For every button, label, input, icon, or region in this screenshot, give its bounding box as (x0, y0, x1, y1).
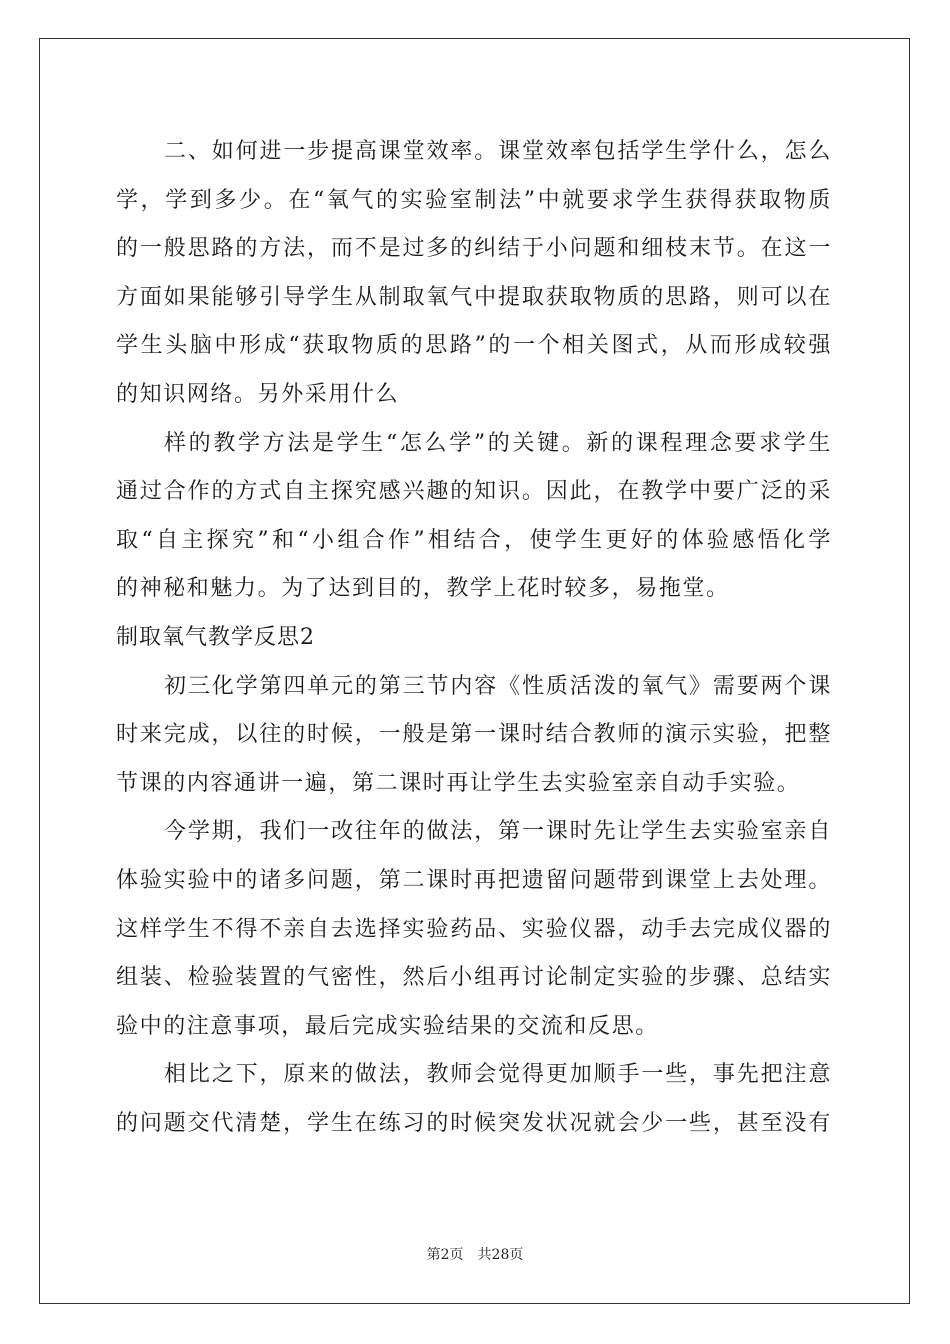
text-line: 验中的注意事项，最后完成实验结果的交流和反思。 (116, 1013, 659, 1039)
text-line: 节课的内容通讲一遍，第二课时再让学生去实验室亲自动手实验。 (116, 770, 801, 796)
text-line: 这样学生不得不亲自去选择实验药品、实验仪器，动手去完成仪器的 (116, 916, 832, 942)
text-line: 学生头脑中形成“获取物质的思路”的一个相关图式，从而形成较强 (116, 333, 832, 359)
text-line: 时来完成，以往的时候，一般是第一课时结合教师的演示实验，把整 (116, 722, 832, 748)
page-number: 第2页 共28页 (426, 1247, 524, 1263)
text-line: 相比之下，原来的做法，教师会觉得更加顺手一些，事先把注意 (164, 1062, 832, 1088)
text-line: 方面如果能够引导学生从制取氧气中提取获取物质的思路，则可以在 (116, 284, 832, 310)
text-line: 组装、检验装置的气密性，然后小组再讨论制定实验的步骤、总结实 (116, 965, 832, 991)
text-line: 初三化学第四单元的第三节内容《性质活泼的氧气》需要两个课 (164, 673, 832, 699)
text-line: 的知识网络。另外采用什么 (116, 381, 400, 407)
text-line: 的神秘和魅力。为了达到目的，教学上花时较多，易拖堂。 (116, 576, 730, 602)
text-line: 体验实验中的诸多问题，第二课时再把遗留问题带到课堂上去处理。 (116, 867, 832, 893)
text-line: 样的教学方法是学生“怎么学”的关键。新的课程理念要求学生 (164, 430, 832, 456)
document-body (116, 128, 832, 1148)
section-heading: 制取氧气教学反思2 (116, 624, 315, 650)
text-line: 今学期，我们一改往年的做法，第一课时先让学生去实验室亲自 (164, 819, 832, 845)
text-line: 的问题交代清楚，学生在练习的时候突发状况就会少一些，甚至没有 (116, 1110, 832, 1136)
text-line: 学，学到多少。在“氧气的实验室制法”中就要求学生获得获取物质 (116, 187, 832, 213)
text-line: 取“自主探究”和“小组合作”相结合，使学生更好的体验感悟化学 (116, 527, 832, 553)
text-line: 二、如何进一步提高课堂效率。课堂效率包括学生学什么，怎么 (164, 139, 832, 164)
text-line: 通过合作的方式自主探究感兴趣的知识。因此，在教学中要广泛的采 (116, 479, 832, 505)
text-line: 的一般思路的方法，而不是过多的纠结于小问题和细枝末节。在这一 (116, 236, 832, 262)
